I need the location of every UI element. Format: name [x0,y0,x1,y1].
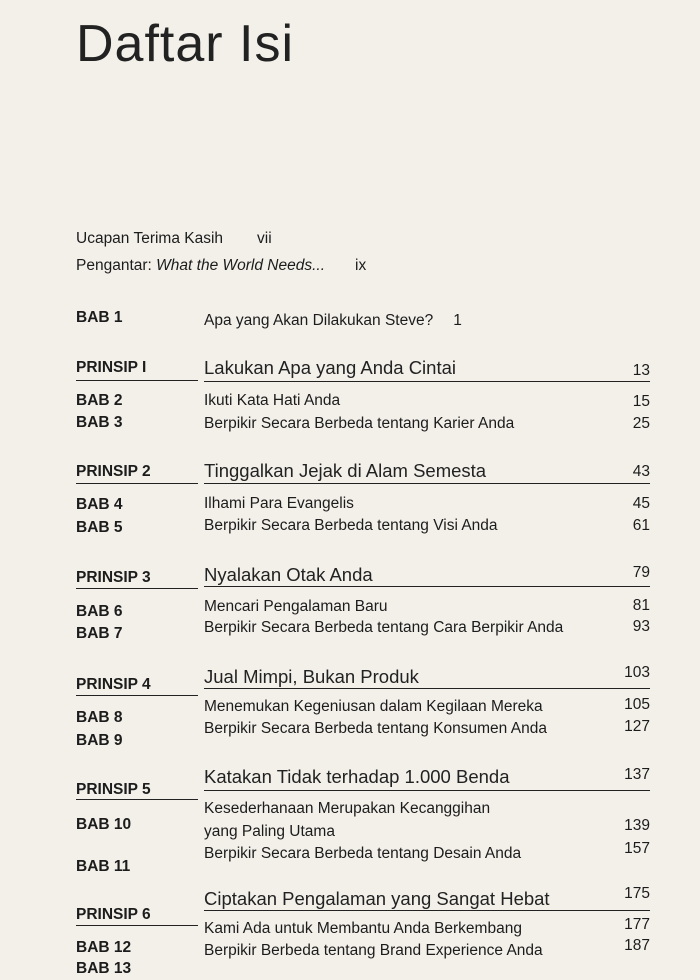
toc-entry-bab-13[interactable]: Berpikir Berbeda tentang Brand Experience Anda [204,942,543,959]
toc-entry-bab-4[interactable]: Ilhami Para Evangelis [204,495,354,512]
toc-entry-bab-8[interactable]: Menemukan Kegeniusan dalam Kegilaan Mereka [204,698,543,715]
principle-title[interactable]: Ciptakan Pengalaman yang Sangat Hebat [204,888,550,909]
divider [204,910,650,911]
chapter-label: BAB 10 [76,816,132,833]
entry-page: 105 [624,696,650,713]
divider [76,588,198,589]
entry-page: 25 [632,415,650,432]
divider [204,790,650,791]
principle-label: PRINSIP 5 [76,781,151,798]
principle-title[interactable]: Lakukan Apa yang Anda Cintai [204,357,456,378]
divider [76,380,198,381]
toc-entry-bab-7[interactable]: Berpikir Secara Berbeda tentang Cara Berpikir Anda [204,619,564,636]
chapter-label: BAB 6 [76,603,123,620]
principle-title[interactable]: Nyalakan Otak Anda [204,564,373,585]
entry-title-line: Kesederhanaan Merupakan Kecanggihan [204,800,491,817]
entry-page: 127 [624,718,650,735]
chapter-label: BAB 4 [76,496,123,513]
entry-title: Ucapan Terima Kasih [76,230,224,247]
principle-label: PRINSIP 2 [76,463,151,480]
chapter-label: BAB 11 [76,858,131,875]
toc-entry-bab-5[interactable]: Berpikir Secara Berbeda tentang Visi Anda [204,517,498,534]
divider [76,799,198,800]
entry-title: Apa yang Akan Dilakukan Steve? [204,312,434,329]
principle-title[interactable]: Jual Mimpi, Bukan Produk [204,666,419,687]
toc-entry-bab-10[interactable] [204,800,490,841]
toc-entry-bab-12[interactable]: Kami Ada untuk Membantu Anda Berkembang [204,920,522,937]
principle-page: 43 [632,463,650,480]
principle-page: 175 [624,885,650,902]
entry-page: ix [355,257,367,274]
principle-page: 103 [624,664,650,681]
entry-page: 187 [624,937,650,954]
toc-entry-bab-9[interactable]: Berpikir Secara Berbeda tentang Konsumen Anda [204,720,547,737]
divider [76,925,198,926]
entry-title-italic: What the World Needs... [156,257,325,274]
chapter-label: BAB 9 [76,732,123,749]
entry-page: 139 [624,817,650,834]
chapter-label: BAB 1 [76,309,123,326]
divider [204,483,650,484]
principle-title[interactable]: Tinggalkan Jejak di Alam Semesta [204,460,487,481]
entry-page: 81 [632,597,650,614]
chapter-label: BAB 8 [76,709,123,726]
entry-page: 45 [632,495,650,512]
toc-entry-acknowledgements[interactable] [76,230,272,248]
divider [204,586,650,587]
entry-page: 61 [632,517,650,534]
chapter-label: BAB 3 [76,414,123,431]
toc-entry-introduction[interactable] [76,257,366,275]
principle-label: PRINSIP 3 [76,569,151,586]
page-title: Daftar Isi [76,15,295,73]
toc-entry-bab-11[interactable]: Berpikir Secara Berbeda tentang Desain Anda [204,845,522,862]
toc-entry-bab-6[interactable]: Mencari Pengalaman Baru [204,598,388,615]
entry-page: 93 [632,618,650,635]
entry-title-prefix: Pengantar: [76,257,157,274]
chapter-label: BAB 2 [76,392,123,409]
entry-title-line: yang Paling Utama [204,823,335,840]
toc-entry-bab-2[interactable]: Ikuti Kata Hati Anda [204,392,341,409]
entry-page: 15 [632,393,650,410]
toc-entry-bab-3[interactable]: Berpikir Secara Berbeda tentang Karier Anda [204,415,515,432]
divider [204,688,650,689]
chapter-label: BAB 7 [76,625,123,642]
principle-label: PRINSIP 4 [76,676,151,693]
entry-page: 177 [624,916,650,933]
divider [76,483,198,484]
principle-label: PRINSIP I [76,359,147,376]
toc-entry-bab-1[interactable] [204,312,462,330]
chapter-label: BAB 13 [76,960,132,977]
principle-title[interactable]: Katakan Tidak terhadap 1.000 Benda [204,766,510,787]
principle-page: 13 [632,362,650,379]
entry-page: vii [257,230,272,247]
principle-label: PRINSIP 6 [76,906,151,923]
divider [204,381,650,382]
entry-page: 157 [624,840,650,857]
chapter-label: BAB 12 [76,939,132,956]
chapter-label: BAB 5 [76,519,123,536]
entry-page: 1 [453,312,462,329]
divider [76,695,198,696]
principle-page: 137 [624,766,650,783]
principle-page: 79 [632,564,650,581]
